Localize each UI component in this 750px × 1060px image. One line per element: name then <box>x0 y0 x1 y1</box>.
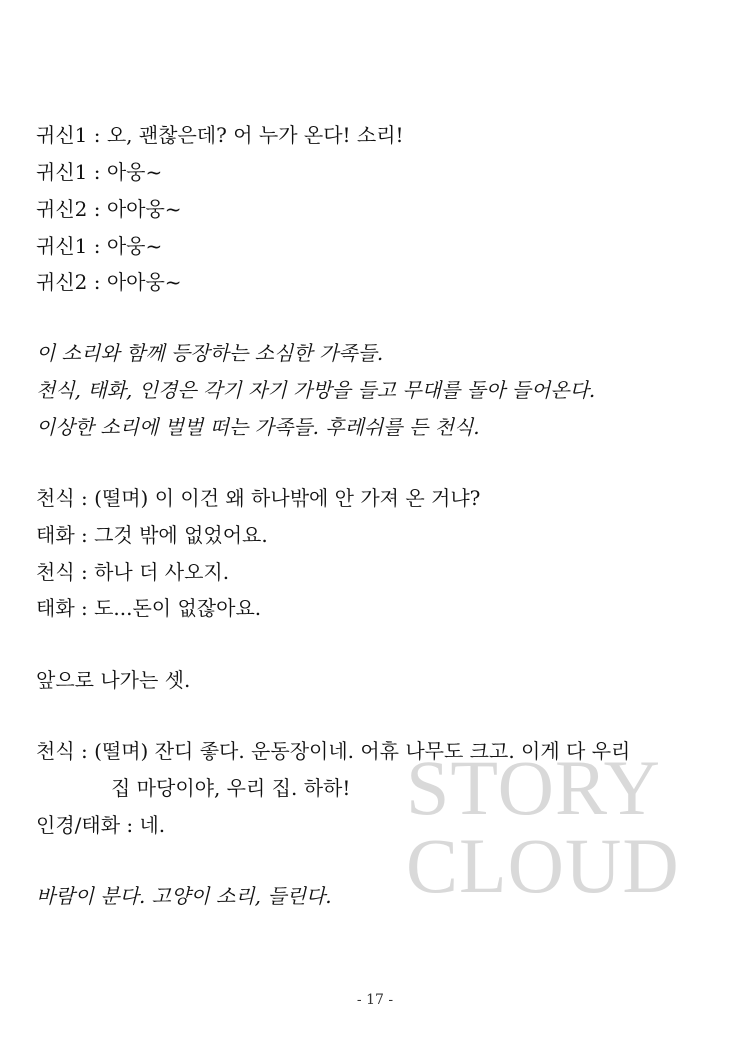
dialogue-continuation: 집 마당이야, 우리 집. 하하! <box>111 776 351 800</box>
dialogue-line: 귀신1 : 아웅~ <box>36 160 163 184</box>
watermark-story: STORY <box>406 744 661 831</box>
dialogue-line: 인경/태화 : 네. <box>36 813 166 837</box>
stage-direction-plain: 앞으로 나가는 셋. <box>36 668 191 692</box>
dialogue-line: 귀신2 : 아아웅~ <box>36 270 182 294</box>
page-number: - 17 - <box>356 992 394 1008</box>
dialogue-line: 귀신1 : 오, 괜찮은데? 어 누가 온다! 소리! <box>36 123 404 147</box>
dialogue-line: 귀신2 : 아아웅~ <box>36 197 182 221</box>
dialogue-line: 천식 : 하나 더 사오지. <box>36 560 230 584</box>
dialogue-line: 천식 : (떨며) 이 이건 왜 하나밖에 안 가져 온 거냐? <box>36 486 481 510</box>
stage-direction: 이상한 소리에 벌벌 떠는 가족들. 후레쉬를 든 천식. <box>36 415 480 439</box>
stage-direction: 바람이 분다. 고양이 소리, 들린다. <box>36 884 332 908</box>
dialogue-line: 귀신1 : 아웅~ <box>36 234 163 258</box>
dialogue-line: 태화 : 도...돈이 없잖아요. <box>36 596 262 620</box>
dialogue-line: 천식 : (떨며) 잔디 좋다. 운동장이네. 어휴 나무도 크고. 이게 다 우리 <box>36 739 631 763</box>
watermark-cloud: CLOUD <box>406 822 680 909</box>
stage-direction: 이 소리와 함께 등장하는 소심한 가족들. <box>36 341 384 365</box>
dialogue-line: 태화 : 그것 밖에 없었어요. <box>36 523 268 547</box>
stage-direction: 천식, 태화, 인경은 각기 자기 가방을 들고 무대를 돌아 들어온다. <box>36 378 596 402</box>
